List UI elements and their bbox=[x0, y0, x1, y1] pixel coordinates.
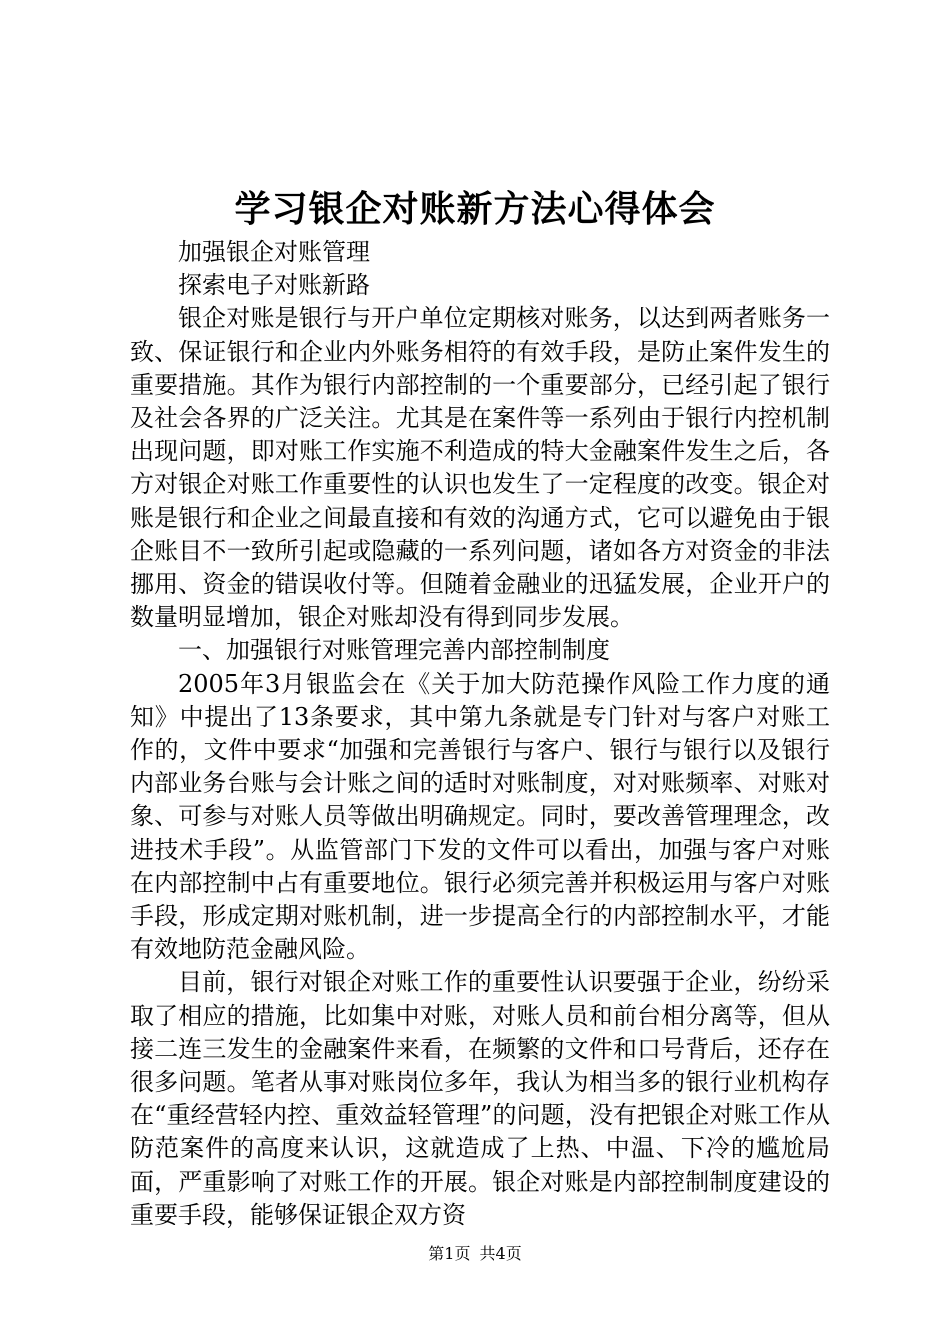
body-paragraph: 2005年3月银监会在《关于加大防范操作风险工作力度的通知》中提出了13条要求，其中第九条就是专门针对与客户对账工作的，文件中要求“加强和完善银行与客户、银行与银行以及银行内部业务台账与会计账之间的适时对账制度，对对账频率、对账对象、可参与对账人员等做出明确规定。同时，要改善管理理念，改进技术手段”。从监管部门下发的文件可以看出，加强与客户对账在内部控制中占有重要地位。银行必须完善并积极运用与客户对账手段，形成定期对账机制，进一步提高全行的内部控制水平，才能有效地防范金融风险。 bbox=[130, 669, 830, 964]
page-footer bbox=[0, 1243, 950, 1265]
subheading-paragraph: 探索电子对账新路 bbox=[178, 271, 370, 300]
document-title: 学习银企对账新方法心得体会 bbox=[234, 188, 716, 230]
subheading-paragraph: 加强银企对账管理 bbox=[178, 238, 370, 266]
body-paragraph: 目前，银行对银企对账工作的重要性认识要强于企业，纷纷采取了相应的措施，比如集中对账，对账人员和前台相分离等，但从接二连三发生的金融案件来看，在频繁的文件和口号背后，还存在很多问题。笔者从事对账岗位多年，我认为相当多的银行业机构存在“重经营轻内控、重效益轻管理”的问题，没有把银企对账工作从防范案件的高度来认识，这就造成了上热、中温、下冷的尴尬局面，严重影响了对账工作的开展。银企对账是内部控制制度建设的重要手段，能够保证银企双方资 bbox=[130, 968, 830, 1229]
document-body bbox=[130, 236, 830, 1232]
body-paragraph: 银企对账是银行与开户单位定期核对账务，以达到两者账务一致、保证银行和企业内外账务相符的有效手段，是防止案件发生的重要措施。其作为银行内部控制的一个重要部分，已经引起了银行及社会各界的广泛关注。尤其是在案件等一系列由于银行内控机制出现问题，即对账工作实施不利造成的特大金融案件发生之后，各方对银企对账工作重要性的认识也发生了一定程度的改变。银企对账是银行和企业之间最直接和有效的沟通方式，它可以避免由于银企账目不一致所引起或隐藏的一系列问题，诸如各方对资金的非法挪用、资金的错误收付等。但随着金融业的迅猛发展，企业开户的数量明显增加，银企对账却没有得到同步发展。 bbox=[130, 304, 830, 632]
page-total: 共4页 bbox=[479, 1244, 522, 1263]
section-heading: 一、加强银行对账管理完善内部控制制度 bbox=[178, 636, 610, 665]
page-number: 第1页 bbox=[428, 1244, 471, 1263]
